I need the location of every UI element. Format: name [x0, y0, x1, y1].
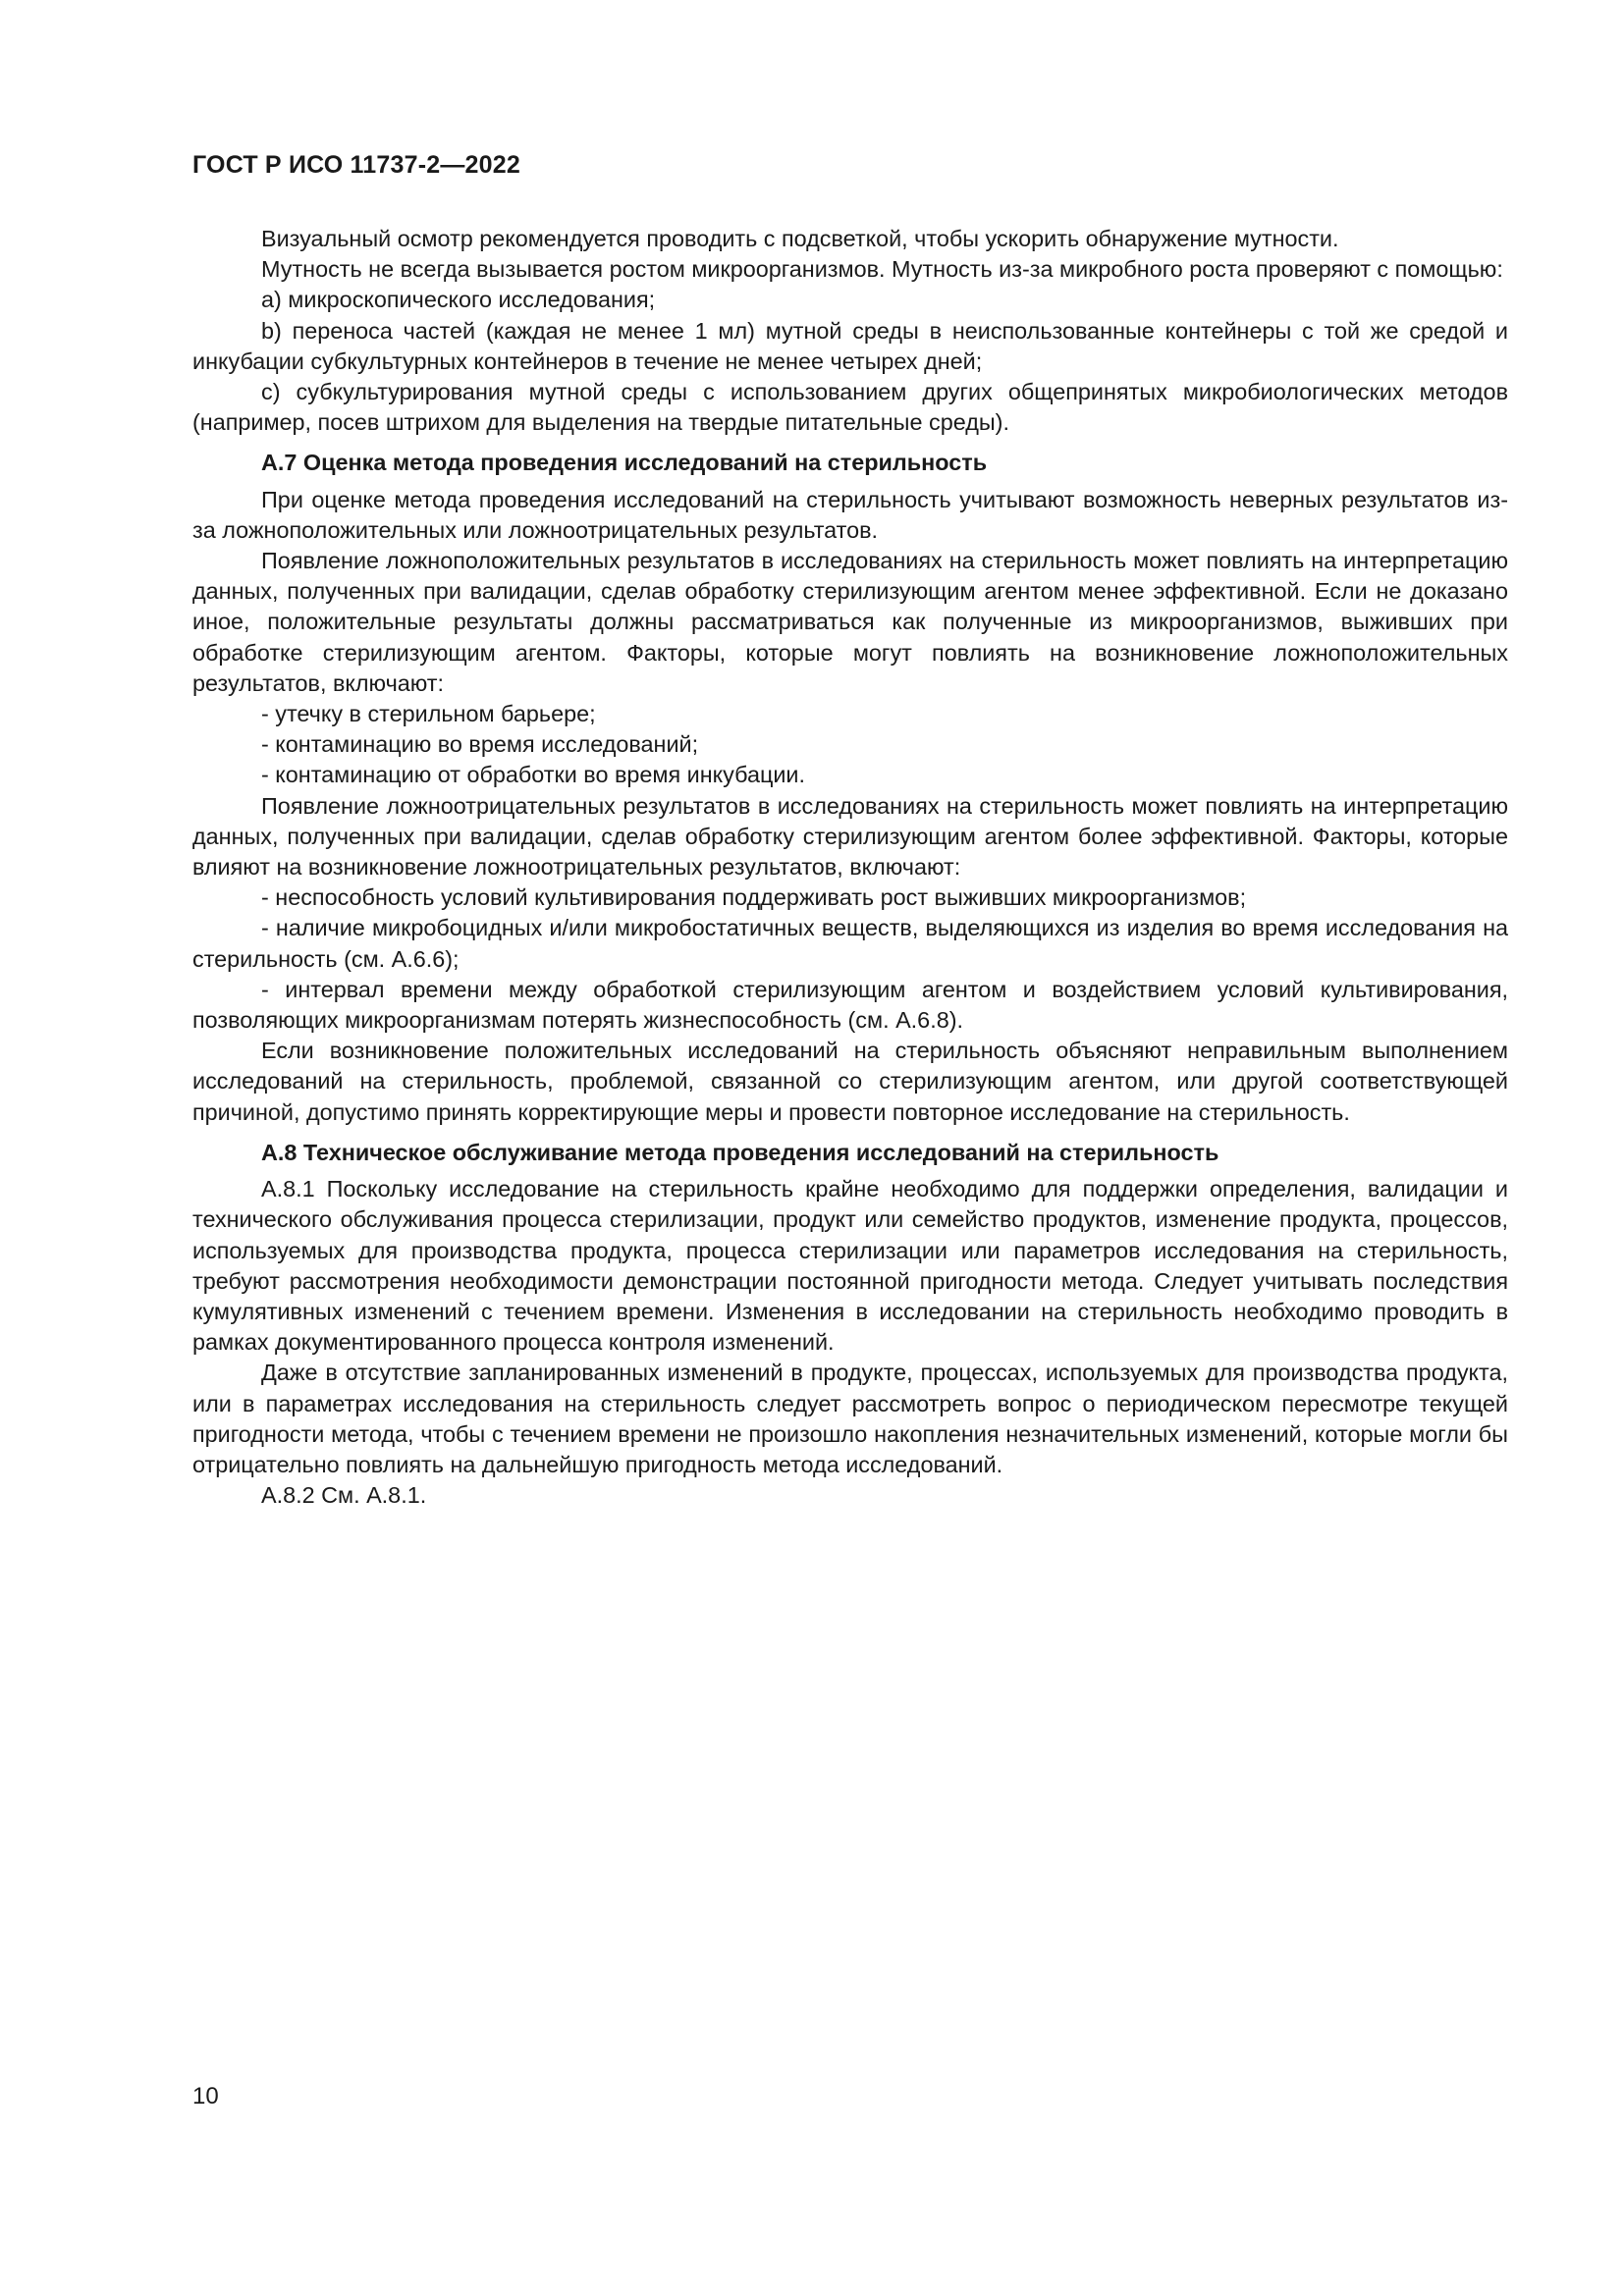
list-item: - утечку в стерильном барьере;: [261, 701, 596, 727]
section-heading-a8: А.8 Техническое обслуживание метода проведения исследований на стерильность: [261, 1139, 1219, 1165]
list-item: - наличие микробоцидных и/или микробостатичных веществ, выделяющихся из изделия во время исследования на стерильность (см. А.6.6);: [192, 915, 1508, 972]
list-item: b) переноса частей (каждая не менее 1 мл) мутной среды в неиспользованные контейнеры с той же средой и инкубации субкультурных контейнеров в течение не менее четырех дней;: [192, 317, 1508, 374]
list-item: a) микроскопического исследования;: [261, 287, 656, 313]
list-item: - неспособность условий культивирования поддерживать рост выживших микроорганизмов;: [261, 884, 1247, 911]
paragraph: А.8.1 Поскольку исследование на стерильность крайне необходимо для поддержки определения, валидации и технического обслуживания процесса стерилизации, продукт или семейство продуктов, изменение продукта, процессов, используемых для производства продукта, процесса стерилизации или параметров исследования на стерильность, требуют рассмотрения необходимости демонстрации постоянной пригодности метода. Следует учитывать последствия кумулятивных изменений с течением времени. Изменения в исследовании на стерильность необходимо проводить в рамках документированного процесса контроля изменений.: [192, 1176, 1508, 1356]
paragraph: Появление ложноотрицательных результатов в исследованиях на стерильность может повлиять на интерпретацию данных, полученных при валидации, сделав обработку стерилизующим агентом более эффективной. Факторы, которые влияют на возникновение ложноотрицательных результатов, включают:: [192, 792, 1508, 881]
section-heading-a7: А.7 Оценка метода проведения исследований на стерильность: [261, 450, 988, 476]
document-body: [192, 224, 1508, 1511]
document-header: ГОСТ Р ИСО 11737-2—2022: [192, 151, 520, 179]
list-item: - контаминацию во время исследований;: [261, 731, 699, 758]
paragraph: При оценке метода проведения исследований на стерильность учитывают возможность неверных результатов из-за ложноположительных или ложноотрицательных результатов.: [192, 486, 1508, 543]
paragraph: Визуальный осмотр рекомендуется проводить с подсветкой, чтобы ускорить обнаружение мутности.: [261, 226, 1339, 251]
paragraph: А.8.2 См. А.8.1.: [261, 1482, 427, 1509]
paragraph: Если возникновение положительных исследований на стерильность объясняют неправильным выполнением исследований на стерильность, проблемой, связанной со стерилизующим агентом, или другой соответствующей причиной, допустимо принять корректирующие меры и провести повторное исследование на стерильность.: [192, 1038, 1508, 1125]
paragraph: Появление ложноположительных результатов в исследованиях на стерильность может повлиять на интерпретацию данных, полученных при валидации, сделав обработку стерилизующим агентом менее эффективной. Если не доказано иное, положительные результаты должны рассматриваться как полученные из микроорганизмов, выживших при обработке стерилизующим агентом. Факторы, которые могут повлиять на возникновение ложноположительных результатов, включают:: [192, 548, 1508, 696]
list-item: - контаминацию от обработки во время инкубации.: [261, 762, 805, 788]
list-item: c) субкультурирования мутной среды с использованием других общепринятых микробиологических методов (например, посев штрихом для выделения на твердые питательные среды).: [192, 379, 1508, 436]
paragraph: Мутность не всегда вызывается ростом микроорганизмов. Мутность из-за микробного роста проверяют с помощью:: [261, 256, 1503, 283]
paragraph: Даже в отсутствие запланированных изменений в продукте, процессах, используемых для производства продукта, или в параметрах исследования на стерильность следует рассмотреть вопрос о периодическом пересмотре текущей пригодности метода, чтобы с течением времени не произошло накопления незначительных изменений, которые могли бы отрицательно повлиять на дальнейшую пригодность метода исследований.: [192, 1360, 1508, 1477]
list-item: - интервал времени между обработкой стерилизующим агентом и воздействием условий культивирования, позволяющих микроорганизмам потерять жизнеспособность (см. А.6.8).: [192, 976, 1508, 1034]
page-number: 10: [192, 2083, 219, 2109]
